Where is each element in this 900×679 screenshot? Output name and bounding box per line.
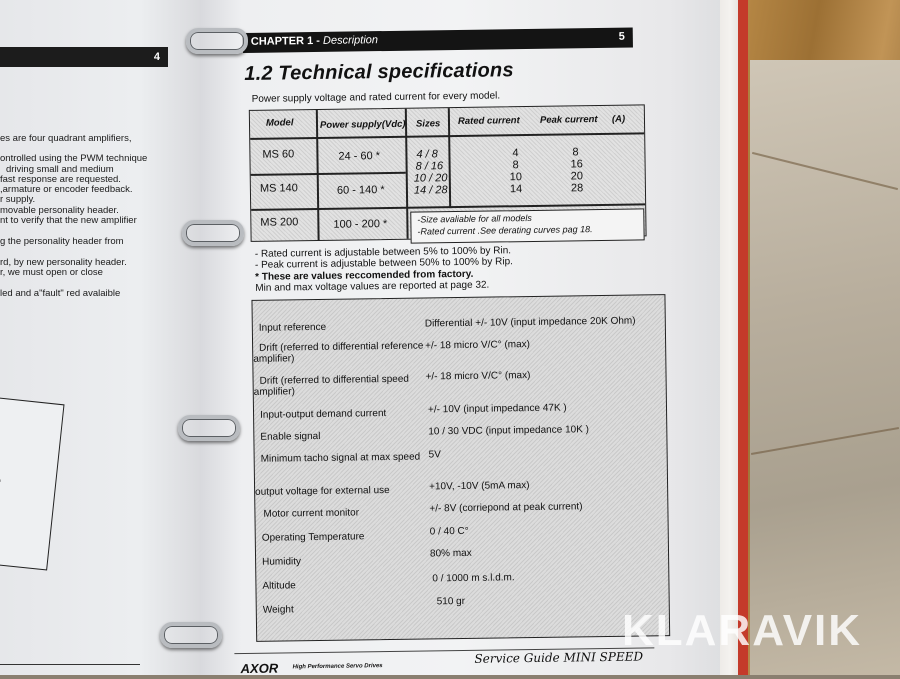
watermark: KLARAVIK [622,606,863,655]
model-cell: MS 60 [262,148,295,161]
param-label-cont: amplifier) [253,353,295,365]
header-sizes: Sizes [415,118,441,130]
left-footer-line [0,664,140,665]
model-cell: MS 200 [260,216,299,229]
rated-cell: 4 [512,147,519,160]
param-label: Humidity [262,556,302,568]
note-line: -Rated current .See derating curves pag 18. [417,224,593,237]
remark-line: * These are values reccomended from factory. [255,268,474,283]
param-value: 5V [428,449,441,461]
section-title: 1.2 Technical specifications [244,59,514,85]
page-content [195,0,724,679]
param-value: Differential +/- 10V (input impedance 20K Ohm) [424,315,636,330]
header-rated-current: Rated current [457,115,520,128]
param-value: +/- 18 micro V/C° (max) [425,370,531,383]
param-value: +/- 10V (input impedance 47K ) [427,402,567,416]
peak-cell: 20 [570,170,584,183]
param-label: Weight [262,604,294,616]
param-label: Enable signal [260,430,321,443]
chapter-title: CHAPTER 1 - [250,34,324,48]
left-line: ontrolled using the PWM technique [0,153,148,164]
chapter-description: Description [322,34,379,47]
binder-ring-icon [182,220,244,246]
rated-cell: 10 [509,171,523,184]
header-unit: (A) [611,113,626,125]
size-cell: 14 / 28 [413,184,448,197]
left-line: g the personality header from [0,236,124,247]
footer-guide-title: Service Guide MINI SPEED [474,649,644,666]
chapter-label [251,34,378,48]
binder-red-edge [738,0,748,675]
rated-cell: 14 [509,183,523,196]
param-label: output voltage for external use [255,484,390,498]
right-page [200,0,720,675]
param-label: Altitude [262,580,296,592]
header-model: Model [265,117,294,129]
size-cell: 10 / 20 [413,172,448,185]
param-label: Input-output demand current [259,408,387,421]
header-power-supply: Power supply(Vdc) [319,118,406,131]
param-value: +/- 8V (corriepond at peak current) [429,501,583,515]
intro-text: Power supply voltage and rated current for every model. [251,90,501,105]
rated-cell: 8 [512,159,519,172]
remark-line: - Rated current is adjustable between 5% to 100% by Rin. [254,245,512,260]
sizes-note-box [410,208,644,243]
left-line: nt to verify that the new amplifier [0,215,137,226]
left-line: driving small and medium [6,164,114,175]
left-line: ,armature or encoder feedback. [0,184,133,195]
param-value: 80% max [429,547,472,560]
param-value: 0 / 40 C° [429,525,469,538]
size-cell: 4 / 8 [416,148,438,161]
remark-line: Min and max voltage values are reported at page 32. [255,279,490,294]
page-number: 5 [618,30,625,43]
binder-ring-icon [160,622,222,648]
left-line: movable personality header. [0,205,119,216]
size-cell: 8 / 16 [415,160,444,173]
peak-cell: 8 [572,146,579,159]
left-page-number: 4 [153,51,160,63]
wood-plank [750,60,900,675]
param-value: 510 gr [436,595,466,608]
footer-subtitle: High Performance Servo Drives [292,663,383,671]
minispeed-logo [0,396,65,570]
header-peak-current: Peak current [539,114,598,126]
power-cell: 100 - 200 * [333,218,388,231]
left-line: led and a"fault" red avalaible [0,288,121,299]
param-label: Input reference [258,321,327,334]
power-cell: 60 - 140 * [336,184,385,197]
chapter-header-bar [243,28,633,53]
note-line: -Size avaliable for all models [417,212,532,225]
param-label: Drift (referred to differential reference [259,340,424,354]
left-line: es are four quadrant amplifiers, [0,133,132,144]
left-line: fast response are requested. [0,174,121,185]
param-label: Drift (referred to differential speed [259,373,409,387]
param-label: Minimum tacho signal at max speed [260,451,421,465]
param-label-cont: amplifier) [253,386,295,398]
param-value: +10V, -10V (5mA max) [429,480,530,493]
param-label: Operating Temperature [261,531,365,544]
param-label: Motor current monitor [263,507,360,520]
model-cell: MS 140 [259,182,298,195]
left-line: r, we must open or close [0,267,103,278]
param-value: 0 / 1000 m s.l.d.m. [432,572,515,585]
parameters-box [251,294,670,642]
binder-ring-icon [178,415,240,441]
remark-line: - Peak current is adjustable between 50% to 100% by Rip. [254,256,513,271]
binder-ring-icon [186,28,248,54]
left-line: r supply. [0,194,36,205]
peak-cell: 28 [570,182,584,195]
peak-cell: 16 [570,158,583,171]
left-page-header [0,47,168,67]
footer-brand: AXOR [240,660,279,677]
param-value: 10 / 30 VDC (input impedance 10K ) [428,424,590,438]
left-page [0,0,200,675]
left-line: rd, by new personality header. [0,257,127,268]
power-cell: 24 - 60 * [338,150,381,163]
param-value: +/- 18 micro V/C° (max) [425,339,531,352]
logo-text [0,408,2,483]
